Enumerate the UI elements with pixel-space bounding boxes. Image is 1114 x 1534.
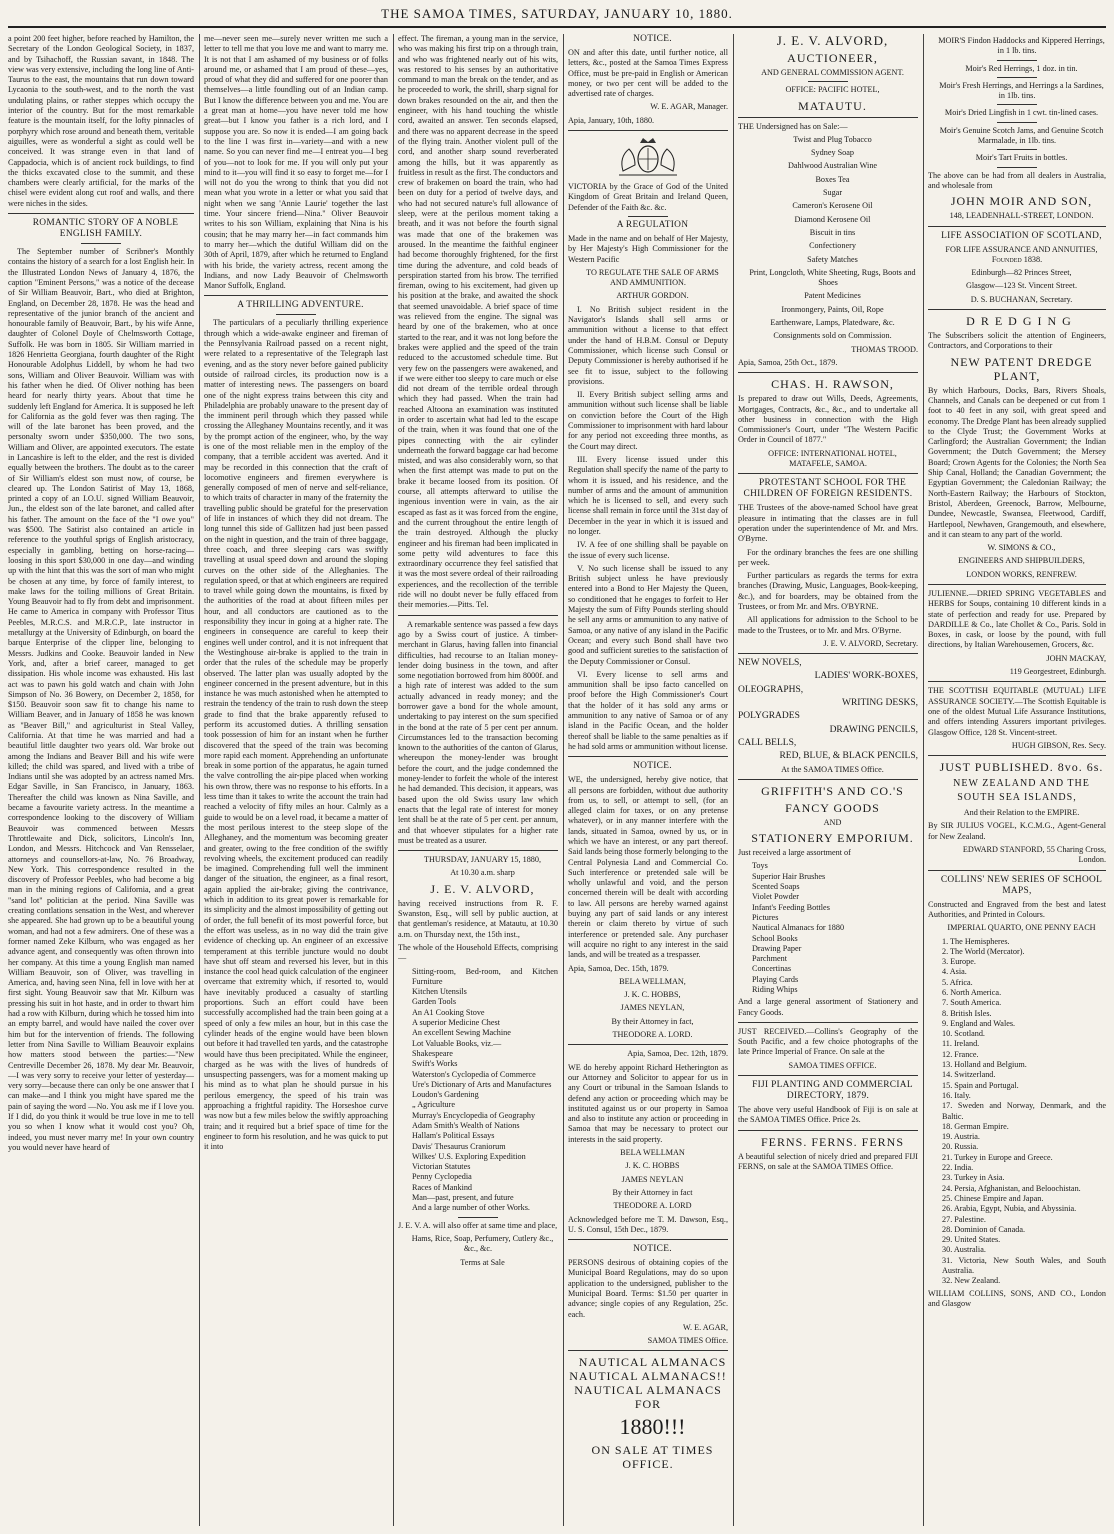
list-item: Playing Cards <box>752 974 799 984</box>
list-item: Infant's Feeding Bottles <box>752 902 830 912</box>
life-signature: D. S. BUCHANAN, Secretary. <box>970 294 1073 304</box>
regulation-clause: V. No such license shall be issued to any British subject unless he have previously entered into a Bond to Her Majesty the Queen, so conditioned that he engages to forfeit to Her Majesty the sum of Fifty Pounds sterling should he sell any arms or ammunition to any native of Samoa, or any native of any island in the Pacific Ocean; and every such Bond shall have two good and sufficient sureties to the satisfaction of the Deputy Commissioner or Consul. <box>568 563 728 666</box>
school-signature: J. E. V. ALVORD, Secretary. <box>823 638 918 648</box>
nautical-almanacs-sale: ON SALE AT TIMES OFFICE. <box>591 1443 714 1472</box>
notice-signature: W. E. AGAR, Manager. <box>650 102 728 112</box>
list-item: Sugar <box>822 188 843 198</box>
school-text: For the ordinary branches the fees are one shilling per week. <box>738 547 918 567</box>
auction-date: THURSDAY, JANUARY 15, 1880, <box>423 855 542 865</box>
maps-signature: WILLIAM COLLINS, SONS, AND CO., London and Glasgow <box>928 1288 1106 1308</box>
rawson-heading: CHAS. H. RAWSON, <box>771 377 894 392</box>
auction-terms: Terms at Sale <box>460 1257 505 1267</box>
school-text: All applications for admission to the School to be made to the Trustees, or to Mr. and Mrs. O'Byrne. <box>738 615 918 635</box>
auctioneer-name: J. E. V. ALVORD, <box>776 34 889 48</box>
notice-date: Apia, Samoa, Dec. 12th, 1879. <box>627 1049 728 1059</box>
article-text: A remarkable sentence was passed a few days ago by a Swiss court of justice. A timber-merchant in Glarus, having fallen into financial difficulties, had recourse to an Italian money-lender doing business in the town, and after some negotiation borrowed from him 8000f. and a high rate of interest was added to the sum actually advanced in ready money; and the borrower gave a bond for the whole amount, undertaking to pay interest on the sum specified in the bond at the rate of 5 per cent per annum. Circumstances led to the transaction becoming known to the authorities of the canton of Glarus, whereupon the money-lender was brought before the court, and the judge condemned the money-lender to forfeit the whole of the interest he had demanded. This decision, it appears, was based upon the old Swiss usury law which enacts that the legal rate of interest for money lent shall be at the rate of 5 per cent. per annum, and that whoever stipulates for a higher rate must be treated as a usurer. <box>398 619 558 845</box>
list-item: 20. Russia. <box>942 1142 979 1152</box>
notice-by: By their Attorney in fact, <box>611 1016 694 1026</box>
notice-signatures <box>568 977 728 1014</box>
divider <box>997 77 1037 78</box>
list-item: Loudon's Gardening <box>412 1090 479 1100</box>
article-text: me—never seen me—surely never written me such a letter to tell me that you love me and want to marry me. It is not that I am ashamed of my business or of folks around me, or ashamed that I am proud of these—yes, proud of what they did and suffered for one poorer than themselves—a little foundling out of an Indian camp. But I know the difference between you and me. You are a great man at home—you have never told me how great—but I know you father is a rich lord, and I suppose you are. So now it is ended—I am going back to the line I was first in—variety—and with a new name. So you can never find me—I entreat you—I beg of you—not to look for me. If you will only put your mind to it—you will find it so easy to forget me—for I will not do you the wrong to think that you did not mean what you wrote in a letter or what you said that night when we sang 'Annie Laurie' together the last time. Your sincere friend—Nina." Oliver Beauvoir writes to his son William, explaining that Nina is his cousin; that he may marry her—in fact commands him to marry her—which the dutiful William did on the 30th of April, 1879, after which he returned to England with his bride, the variety actress, recent among the Indians, and now Lady Beauvoir of Chelmsworth Manor Suffolk, England. <box>204 34 388 291</box>
auctioneer-office: OFFICE: PACIFIC HOTEL, <box>785 85 880 95</box>
divider <box>738 1022 918 1023</box>
auctioneer-title: AUCTIONEER, <box>787 51 878 65</box>
list-item: Wilkes' U.S. Exploring Expedition <box>412 1151 526 1161</box>
article-text: a point 200 feet higher, before reached by Hamilton, the Secretary of the London Geological Society, in 1837, and by Tsihachoff, the Russian savant, in 1848. The view was very extensive, including the long line of Anti-Taurus to the east, the mountains that run down toward Lycaonia to the south-west, and to the north the vast undulating plains, or rather steppes which occupy the interior of the country. But for the most remarkable feature is the mountain itself, for the lofty pinnacles of porphyry which rose around and beneath them, veritable aiguilles, were as wonderful a sight as could well be conceived. It was strange even in that land of Cappadocia, which is of ancient rock buildings, to find the thicks excavated close to the summit, and these chambers were clearly artificial, for the marks of the chisel were evident along cut roof and walls, and there were niches in the sides. <box>8 34 194 208</box>
list-item: Drawing Paper <box>752 943 802 953</box>
divider <box>398 850 558 851</box>
published-title: NEW ZEALAND AND THE SOUTH SEA ISLANDS, <box>953 778 1090 804</box>
proclamation-text: VICTORIA by the Grace of God of the United Kingdom of Great Britain and Ireland Queen, Defender of the Faith &c. &c. <box>568 182 728 212</box>
list-item: Races of Mankind <box>412 1182 473 1192</box>
list-item: OLEOGRAPHS, <box>738 684 804 695</box>
divider <box>738 1130 918 1131</box>
griffith-items <box>752 861 918 995</box>
dredging-address: LONDON WORKS, RENFREW. <box>966 569 1077 579</box>
list-item: 8. British Isles. <box>942 1008 992 1018</box>
divider <box>738 117 918 118</box>
notice-signatures <box>568 1148 728 1185</box>
list-item: 27. Palestine. <box>942 1214 986 1224</box>
list-item: Ironmongery, Paints, Oil, Rope <box>781 304 884 314</box>
list-item: 22. India. <box>942 1163 974 1173</box>
auction-time: At 10.30 a.m. sharp <box>450 868 515 878</box>
divider <box>738 473 918 474</box>
julienne-address: 119 Georgestreet, Edinburgh. <box>1009 667 1106 677</box>
article-heading: A THRILLING ADVENTURE. <box>237 300 364 311</box>
maps-heading: COLLINS' NEW SERIES OF SCHOOL MAPS, <box>940 874 1103 896</box>
list-item: Toys <box>752 861 768 871</box>
list-item: Shakespeare <box>412 1048 453 1058</box>
list-item: Kitchen Utensils <box>412 987 467 997</box>
column-2 <box>204 34 388 1526</box>
divider <box>808 81 848 82</box>
auction-sub: The whole of the Household Effects, comprising— <box>398 942 558 963</box>
list-item: Moir's Dried Lingfish in 1 cwt. tin-lined cases. <box>944 108 1099 118</box>
auctioneer-sub: AND GENERAL COMMISSION AGENT. <box>761 68 904 77</box>
dredging-heading: DREDGING <box>966 314 1077 329</box>
regulation-text: Made in the name and on behalf of Her Majesty, by Her Majesty's High Commissioner for the Western Pacific <box>568 233 728 264</box>
regulation-signature: ARTHUR GORDON. <box>616 291 689 301</box>
list-item: 19. Austria. <box>942 1132 980 1142</box>
regulation-clause: I. No British subject resident in the Navigator's Islands shall sell arms or ammunition without a license to that effect under the hand of H.B.M. Consul or Deputy Commissioner, which license such Consul or Deputy Commissioner is hereby authorised if he see fit to issue, subject to the following provisions. <box>568 304 728 386</box>
list-item: 16. Italy. <box>942 1090 971 1100</box>
notice-date: Apia, Samoa, Dec. 15th, 1879. <box>568 963 669 973</box>
list-item: 18. German Empire. <box>942 1121 1009 1131</box>
sale-consign: Consignments sold on Commission. <box>773 331 892 341</box>
just-received-at: SAMOA TIMES OFFICE. <box>788 1060 877 1070</box>
list-item: Davis' Thesaurus Craniorum <box>412 1141 506 1151</box>
list-item: Adam Smith's Wealth of Nations <box>412 1120 520 1130</box>
list-item: 31. Victoria, New South Wales, and South Australia. <box>942 1255 1106 1276</box>
list-item: 12. France. <box>942 1049 979 1059</box>
divider <box>997 60 1037 61</box>
notice-attorney: THEODORE A. LORD <box>613 1201 692 1211</box>
divider <box>568 756 728 757</box>
divider <box>276 314 316 315</box>
list-item: Penny Cyclopedia <box>412 1172 472 1182</box>
list-item: Safety Matches <box>807 254 858 264</box>
signature-line: JAMES NEYLAN <box>621 1174 684 1184</box>
published-heading: JUST PUBLISHED. 8vo. 6s. <box>939 760 1104 775</box>
griffith-heading-3: STATIONERY EMPORIUM. <box>751 831 914 846</box>
list-item: 24. Persia, Afghanistan, and Beloochistan. <box>942 1183 1081 1193</box>
divider <box>398 615 558 616</box>
list-item: 21. Turkey in Europe and Greece. <box>942 1152 1053 1162</box>
divider <box>928 584 1106 585</box>
list-item: An A1 Cooking Stove <box>412 1007 485 1017</box>
griffith-and: AND <box>823 817 842 827</box>
page-header: THE SAMOA TIMES, SATURDAY, JANUARY 10, 1880. <box>381 6 733 21</box>
list-item: Patent Medicines <box>804 291 861 301</box>
auction-also: J. E. V. A. will also offer at same time and place, <box>398 1220 558 1230</box>
regulation-clause: IV. A fee of one shilling shall be payable on the issue of every such license. <box>568 540 728 560</box>
rawson-text: Is prepared to draw out Wills, Deeds, Agreements, Mortgages, Contracts, &c., &c., and to undertake all other business in connection with the High Commissioner's Court, under "The Western Pacific Order in Council of 1877." <box>738 394 918 445</box>
list-item: POLYGRADES <box>738 711 800 722</box>
rawson-office: OFFICE: INTERNATIONAL HOTEL, MATAFELE, SAMOA. <box>768 448 897 469</box>
divider <box>568 130 728 131</box>
sale-signature: THOMAS TROOD. <box>851 344 918 354</box>
published-relation: And their Relation to the EMPIRE. <box>963 808 1080 818</box>
list-item: Print, Longcloth, White Sheeting, Rugs, Boots and Shoes <box>749 267 916 288</box>
school-heading: PROTESTANT SCHOOL FOR THE CHILDREN OF FOREIGN RESIDENTS. <box>743 478 913 500</box>
list-item: 9. England and Wales. <box>942 1018 1016 1028</box>
list-item: 29. United States. <box>942 1235 1001 1245</box>
julienne-text: JULIENNE.—DRIED SPRING VEGETABLES and HERBS for Soups, containing 10 different kinds in a state of perfection and ready for use. Prepared by DARDILLE & Co., late Chollet & Co., Paris. Sold in Boxes, in cask, or loose by the pound, with full directions, by Italian Warehousemen, Grocers, &c. <box>928 588 1106 650</box>
list-item: An excellent Sewing Machine <box>412 1028 511 1038</box>
list-item: Waterston's Cyclopedia of Commerce <box>412 1069 536 1079</box>
maps-sub: IMPERIAL QUARTO, ONE PENNY EACH <box>947 923 1096 933</box>
dredging-text: By which Harbours, Docks, Bars, Rivers Shoals, Channels, and Canals can be deepened or cut from 1 foot to 40 feet in any soil, with great speed and economy. The Dredge Plant has been already supplied to the Clyde Trust; the Government Works at Carlingford; the Australian Government; the Indian Government; the Dutch Government; the Mersey Board; Crown Agents for the Colonies; the North Sea Ship Canal, Holland; the Canadian Government; the Egyptian Government; the Caledonian Railway; the North-Eastern Railway; the Harbours of Stockton, Bristol, Aberdeen, Greenock, Barrow, Melbourne, Dundee, Newcastle, Swansea, Fleetwood, Cardiff, Hartlepool, Newhaven, Grangemouth, and elsewhere, and it can steam to any part of the world. <box>928 385 1106 539</box>
list-item: Swift's Works <box>412 1059 458 1069</box>
article-text: The particulars of a peculiarly thrilling experience through which a wide-awake engineer and fireman of the Pennsylvania Railroad passed on a recent night, were related to a representative of the Telegraph last evening, and as the story never before gained publicity outside of railroad circles, its production now is a matter of interesting news. The passengers on board one of the night express trains between this city and Philadelphia are probably unaware to the present day of the imminent peril through which they passed while crossing the Alleghaney Mountains recently, and it was by the prompt action of the engineer, who, by the way is one of the most reliable men in the employ of the company, that a terrible accident was averted. And it may be recorded in this connection that the craft of locomotive engineers and firemen everywhere is generally composed of men of nerve and self-reliance, to which traits of character in many of the fraternity the travelling public should be grateful for the preservation of life in instances of which they did not dream. The long tunnel this side of Gallitzen had just been passed on the night in question, and the train of three baggage, three coach, and three sleeping cars was swiftly travelling at usual speed down and around the sloping curves on the other side of the Alleghanies. The regulation speed, or that at which engineers are required to travel while going down the mountains, is fixed by the authorities of the road at about fifteen miles per hour, and all conductors are cautioned as to the responsibility they incur in going at a higher rate. The engineers in consequence are careful to keep their engines well under control, and it is not infrequent that the Westinghouse air-brake is applied to the train in order that the rules of the schedule may be properly observed. The latter plan was usually adopted by the engineer concerned in the present adventure, but in this instance he was much astonished when he attempted to restrain the tendency of the train to rush down the steep grade to find that the brake apparently refused to perform its accustomed duties. A thrilling sensation took possession of him for an instant when he further discovered that the speed of the train was becoming more rapid each moment. Apprehending an unfortunate break in some portion of the apparatus, he again turned the valve controlling the air-pipe placed when working his own throw, there was no response to his efforts. In a less time than it takes to write the account the train had reached a velocity of fifty miles an hour. Calmly as a guide to would be on a level road, it became a matter of the most perilous interest to the steep slope of the Alleghaney, and the momentum was becoming greater and greater, owing to the free condition of the swiftly revolving wheels, the excitement produced can readily be imagined. Comprehending full well the imminent danger of the situation, the engineer, as a final resort, again applied the air-brake; giving the contrivance, which in addition to its great power is remarkable for its simplicity and the almost impossibility of getting out of order, the full benefit of its most powerful force, but the effort was useless, as in no way did the train give evidence of checking up. An engineer of an excessive temperament at this terrible juncture would no doubt have shut off steam and reversed his lever, but in this instance the cool head quick calculation of the engineer overcame that extremity which, if resorted to, would have inevitably produced a casualty of startling proportions. Such an effort could have been successfully accomplished had the train been going at a speed of only a few miles an hour, but in this case the cylinder heads of the engine would have been blown out before it had travelled ten yards, and the catastrophe would have thus been precipitated. While the engineer, charged as he was with the lives of hundreds of unsuspecting passengers, was for a moment making up his mind as to what plan he should pursue in his perilous emergency, the speed of his train was approaching a frightful rapidity. The Horseshoe curve was now but a few miles below the swiftly approaching train; and it required but a brief space of time for the engineer to form his resolution, and he was quick to put it into <box>204 318 388 1152</box>
list-item: 6. North America. <box>942 988 1002 997</box>
divider <box>928 681 1106 682</box>
moir-list <box>928 36 1106 168</box>
dredging-signature: W. SIMONS & CO., <box>987 543 1056 553</box>
divider <box>568 1350 728 1351</box>
moir-note: The above can be had from all dealers in Australia, and wholesale from <box>928 170 1106 190</box>
column-divider <box>733 34 734 1526</box>
list-item: 11. Ireland. <box>942 1039 980 1049</box>
list-item: NEW NOVELS, <box>738 658 802 669</box>
school-text: THE Trustees of the above-named School have great pleasure in intimating that the classes are in full operation under the superintendence of Mr. and Mrs. O'Byrne. <box>738 503 918 544</box>
article-heading: ROMANTIC STORY OF A NOBLE ENGLISH FAMILY. <box>32 218 179 240</box>
list-item: Victorian Statutes <box>412 1162 471 1172</box>
dredging-lead: The Subscribers solicit the attention of Engineers, Contractors, and Corporations to their <box>928 331 1106 351</box>
column-3 <box>398 34 558 1526</box>
notice-text: WE do hereby appoint Richard Hetherington as our Attorney and Solicitor to appear for us in any Court or tribunal in the Samoan Islands to defend any action or proceeding which may be instituted against us or our property in Samoa and also to institute any action or proceeding in Samoa that may be necessary to protect our interests in the said property. <box>568 1062 728 1144</box>
list-item: WRITING DESKS, <box>842 698 918 709</box>
divider <box>738 372 918 373</box>
signature-line: BELA WELLMAN, <box>619 976 686 986</box>
list-item: Garden Tools <box>412 997 457 1007</box>
list-item: Man—past, present, and future <box>412 1193 514 1203</box>
list-item: 10. Scotland. <box>942 1029 985 1039</box>
regulation-clause: VI. Every license to sell arms and ammunition shall be ipso facto cancelled on proof before the High Commissioner's Court that the holder of it has sold any arms or ammunition to any native of Samoa or of any island in the Pacific Ocean, and the holder thereof shall be liable to the same penalties as if he had sold arms or ammunition without license. <box>568 669 728 751</box>
article-text: effect. The fireman, a young man in the service, who was making his first trip on a through train, and who was frightened nearly out of his wits, was restored to his senses by an authoritative command to man the break on the tender, and as he proceeded to work, the shrill, sharp signal for down brakes resounded on the air, and then the engineer, with his hand touching the whistle cord, awaited an answer. Ten seconds elapsed, and there was no apparent decrease in the speed of the flying train. Another violent pull of the cord, and another sharp sound reverberated among the hills, but it was apparently as fruitless in result as the first. The conductors and crew of brakemen on board the train, who had been on duty for a period of twelve days, and who had not secured nature's full allowance of sleep, were at the perilous moment taking a breath, and it was not before the fourth signal was made that one of the brakemen was aroused. In the meantime the faithful engineer had become thoroughly frightened, for the first time during the adventure, and cold beads of perspiration started from his brow. The terrified fireman, owing to his excitement, had given up his position at the brake, and awaited the shock that seemed unavoidable. A brief space of time was relieved from the engine. The signal was heard by one of the brakemen, who at once started to the rear, and it was not long before the brakes were applied and the speed of the train reduced to the accustomed schedule time. But very few on the passengers were awakened, and if we were either too sleepy to care much or else did not dream of the terrible ordeal through which they had passed. When the train had reached Altoona an examination was instituted in order to ascertain what had led to the escape of the train, when it was found that one of the pipes connecting with the air cylinder underneath the forward baggage car had become misted, and was also considerably worn, so that when the first attempt was made to put on the brake it became loosed from its position. Of course, all attempts afterward to utilise the ingenious invention were in vain, as the air escaped as fast as it was forced from the engine, and the current throughout the entire length of the train destroyed. Although the plucky engineer and his fireman had been implicated in some petty wild adventures to face this extraordinary occurrence they feel satisfied that it was the most severe ordeal of their railroading experiences, and the recollection of the terrible ride will no doubt never be fully effaced from their memories.—Pitts. Tel. <box>398 34 558 610</box>
divider <box>738 1075 918 1076</box>
list-item: 13. Holland and Belgium. <box>942 1060 1027 1070</box>
list-item: 3. Europe. <box>942 957 976 967</box>
fiji-text: The above very useful Handbook of Fiji is on sale at the SAMOA TIMES Office. Price 2s. <box>738 1105 918 1125</box>
divider <box>568 1044 728 1045</box>
auction-text: having received instructions from R. F. Swanston, Esq., will sell by public auction, at that gentleman's residence, at Matautu, at 10.30 a.m. on Thursday next, the 15th inst., <box>398 898 558 939</box>
list-item: Moir's Fresh Herrings, and Herrings a la Sardines, in 1lb. tins. <box>939 80 1104 101</box>
list-item: A superior Medicine Chest <box>412 1018 500 1028</box>
list-item: Moir's Red Herrings, 1 doz. in tin. <box>965 63 1078 73</box>
life-sub: FOR LIFE ASSURANCE AND ANNUITIES, Founded 1838. <box>945 244 1098 264</box>
signature-line: J. K. C. HOBBS, <box>624 990 681 1000</box>
notice-heading: NOTICE. <box>633 34 672 44</box>
divider <box>738 653 918 654</box>
notice-date: Apia, January, 10th, 1880. <box>568 115 655 125</box>
list-item: 2. The World (Mercator). <box>942 946 1025 956</box>
column-1 <box>8 34 194 1526</box>
auction-items <box>412 967 558 1214</box>
school-text: Further particulars as regards the terms for extra branches (Drawing, Music, Languages, Book-keeping, &c.), and for boarders, may be obtained from the Trustees, or from Mr. and Mrs. O'BYRNE. <box>738 571 918 611</box>
list-item: 25. Chinese Empire and Japan. <box>942 1193 1044 1203</box>
life-heading: LIFE ASSOCIATION OF SCOTLAND, <box>941 230 1102 241</box>
list-item: Scented Soaps <box>752 882 800 892</box>
divider <box>568 1239 728 1240</box>
column-4 <box>568 34 728 1526</box>
list-item: 26. Arabia, Egypt, Nubia, and Abyssinia. <box>942 1204 1077 1214</box>
column-divider <box>923 34 924 1526</box>
published-by: By SIR JULIUS VOGEL, K.C.M.G., Agent-General for New Zealand. <box>928 821 1106 841</box>
list-item: Violet Powder <box>752 892 800 902</box>
list-item: 4. Asia. <box>942 967 967 977</box>
life-address: Glasgow—123 St. Vincent Street. <box>965 281 1077 291</box>
list-item: Boxes Tea <box>815 174 850 184</box>
list-item: Moir's Genuine Scotch Jams, and Genuine Scotch Marmalade, in 1lb. tins. <box>939 125 1104 146</box>
list-item: Diamond Kerosene Oil <box>794 214 871 224</box>
maps-list <box>942 937 1106 1287</box>
divider <box>997 104 1037 105</box>
list-item: Confectionery <box>809 241 856 251</box>
list-item: MOIR'S Findon Haddocks and Kippered Herrings, in 1 lb. tins. <box>938 36 1105 56</box>
notice-text: PERSONS desirous of obtaining copies of the Municipal Board Regulations, may do so upon application to the undersigned, publisher to the Municipal Board. Terms: $1.50 per quarter in advance; single copies of any Regulation, 25c. each. <box>568 1258 728 1319</box>
scottish-text: THE SCOTTISH EQUITABLE (MUTUAL) LIFE ASSURANCE SOCIETY.—The Scottish Equitable is one of the oldest Mutual Life Assurance Institutions, and offers intending Assurers important privileges. Glasgow Office, 128 St. Vincent-street. <box>928 686 1106 737</box>
list-item: School Books <box>752 933 798 943</box>
list-item: 30. Australia. <box>942 1245 986 1255</box>
griffith-lead: Just received a large assortment of <box>738 848 851 858</box>
moir-address: 148, LEADENHALL-STREET, LONDON. <box>949 211 1094 221</box>
list-item: Dahlwood Australian Wine <box>787 161 878 171</box>
signature-line: J. K. C. HOBBS <box>625 1161 680 1171</box>
sale-items <box>738 135 918 328</box>
list-item: Murray's Encyclopedia of Geography <box>412 1110 536 1120</box>
notice-signature: W. E. AGAR, <box>683 1322 728 1332</box>
list-item: 15. Spain and Portugal. <box>942 1080 1019 1090</box>
fiji-heading: FIJI PLANTING AND COMMERCIAL DIRECTORY, 1879. <box>752 1080 913 1102</box>
notice-text: WE, the undersigned, hereby give notice, that all persons are forbidden, without due authority from us, to sell, or attempt to sell, (for an alleged claim for taxes, or on any pretense whatever), or in any manner interfere with the lands, situated in Samoa, owned by us, or in which we have an interest, or any part thereof. Said lands being those formerly belonging to the Central Polynesia Land and Commercial Co. Such interference or pretended sale will be wholly unlawful and void, and the person concerned therein will be dealt with according to law. All persons are hereby warned against buying any part of said lands or any interest therein or claim thereto by virtue of such interference or pretended sale. Any purchaser will acquire no right to any interest in the said lands, and will be treated as a trespasser. <box>568 775 728 960</box>
divider <box>997 167 1037 168</box>
sale-lead: THE Undersigned has on Sale:— <box>738 121 848 131</box>
griffith-heading-2: FANCY GOODS <box>785 800 880 815</box>
article-text: The September number of Scribner's Monthly contains the history of a search for a lost English heir. In the Illustrated London News of January 4, 1876, the caption "Eminent Persons," was a notice of the decease of Sir William Beauvoir, Bart., who died at Brighton, England, on December 28, 1878. He was the head and representative of the junior branch of the ancient and honourable family of Beauvoir, Bart., by his wife Anne, daughter of Colonel Doyle of Chelmsworth Cottage, Suffolk. He was born in 1805. Sir William married in 1826 Henrietta Georgiana, fourth daughter of the Right Honourable Adolphus Liddell, by whom he had two sons, William and Oliver Beauvoir. William was with his father when he died. Of Oliver nothing has been heard for nearly thirty years. About that time he suddenly left England for America. It is supposed he left for California as the gold fever was then raging. The will of the late baronet has been proved, and the personalty sworn under $350,000. The two sons, William and Oliver, are appointed executors. The estate in Lancashire is left to the elder, and the rest is divided equally between the brothers. The doubt as to the career of Sir William's eldest son must now, of course, be cleared up. The London Satirist of May 13, 1868, printed a copy of an I.O.U. signed William Beauvoir, Jun., the eldest son of the late baronet, and called after his father. The amount on the face of the "I owe you" was $500. The Satirist also contained an article in reference to the youthful sprigs of English aristocracy, especially in gambling, betting on horse-racing—loosing in this sport $30,000 in one day—and winding up with the hint that this was the sort of man who might be chosen at any time, by force of family interest, to make laws for the toiling millions of Great Britain. Young Beauvoir had to fly from debt and imprisonment. He came to America in company with Professor Titus Peebles, M.R.C.S. and M.R.C.P., late instructor in metallurgy at the University of Edinburgh, on board the barque Enterprise of the clipper line, belonging to Messrs. Judkins and Cooke. Beauvoir landed in New York, and, after a brief career, managed to get dissipation. His whole income was exhausted. His last act was to pawn his gold watch and chain with John Simpson of No. 36 Bowery, on December 2, 1858, for $150. Beauvoir soon saw fit to change his name to William Beaver, and in January of 1858 he was known as "Beaver Bill," and agriculturist in Steal Valley, California. At that time he was married and had a beautiful little daughter two years old. War broke out among the Indians and Beaver Bill and his wife were killed; the child was spared, and lived with a tribe of Indians until she was adopted by an actress named Mrs. Edgar Saville, in San Francisco, in January, 1863. Thereafter the child was known as Nina Saville, and became a favourite variety actress. In the meantime a correspondence looking to the discovery of William Beauvoir was commenced between Messrs Throttlewaite and Dick, solicitors, Lincoln's Inn, London, and Messrs. Hitchcock and Van Rensselaer, attorneys and counsellors-at-law, No. 76 Broadway, New York. This correspondence resulted in the discovery of Professor Peebles, who had become a big man in the mining regions of California, and a great "sand lot" politician at the period. Nina Saville was creating contlations sensation in the West, and wherever she appeared. She had grown up to be a beautiful young woman, and had not a few admirers. One of these was a former named Zeke Kilburn, who was engaged as her advance agent, and consequently was often thrown into her company. At this time a young English man named William Beauvoir, son of Oliver, was travelling in America, and, having seen Nina, fell in love with her at first sight. Young Beauvoir saw that Mr. Kilburn was pressing his suit in hot haste, and in order to thwart him had a row with Kilburn, during which he tossed him into an empty barrel, and would have nailed the cover over him but for the intervention of friends. The following letter from Nina Saville to William Beauvoir explains how matters stood between the parties:—"New Centreville December 26, 1878. My dear Mr. Beauvoir,—I was very sorry to receive your letter of yesterday—very sorry—because there can only be one answer that I can make—and I think you might have spared me the pain of saying the word —No. You ask me if I love you. If I did, do you think it would be true love in me to tell you so when I know what it would cost you? Oh, indeed, you must never marry me! In your own country you would never have heard of <box>8 247 194 1152</box>
list-item: Biscuit in tins <box>809 227 856 237</box>
signature-line: JAMES NEYLAN, <box>620 1003 685 1013</box>
nautical-almanacs-heading: NAUTICAL ALMANACS NAUTICAL ALMANACS!! NAUTICAL ALMANACS FOR <box>569 1355 727 1412</box>
notice-signature-sub: SAMOA TIMES Office. <box>647 1336 728 1346</box>
divider <box>738 779 918 780</box>
list-item: Sydney Soap <box>811 148 854 158</box>
scottish-signature: HUGH GIBSON, Res. Secy. <box>1011 740 1106 750</box>
list-item: 1. The Hemispheres. <box>942 936 1010 946</box>
list-item: Twist and Plug Tobacco <box>793 134 872 144</box>
list-item: Earthenware, Lamps, Platedware, &c. <box>770 318 895 328</box>
maps-text: Constructed and Engraved from the best and latest Authorities, and Printed in Colours. <box>928 899 1106 919</box>
list-item: LADIES' WORK-BOXES, <box>814 671 918 682</box>
list-item: DRAWING PENCILS, <box>829 724 918 735</box>
header-rule <box>8 26 1106 28</box>
regulation-clause: III. Every license issued under this Regulation shall specify the name of the party to whom it is issued, and his residence, and the number of arms and the amount of ammunition which he is licensed to sell, and every such license shall remain in force until the 31st day of December in the year in which it is issued and no longer. <box>568 454 728 536</box>
divider <box>928 755 1106 756</box>
auction-also-items: Hams, Rice, Soap, Perfumery, Cutlery &c., &c., &c. <box>411 1233 554 1254</box>
column-5 <box>738 34 918 1526</box>
ferns-heading: FERNS. FERNS. FERNS <box>760 1134 905 1149</box>
list-item: Hallam's Political Essays <box>412 1131 495 1141</box>
list-item: Cameron's Kerosene Oil <box>792 201 873 211</box>
divider <box>204 295 388 296</box>
list-item: Pictures <box>752 912 779 922</box>
divider <box>628 216 668 217</box>
divider <box>458 1217 498 1218</box>
list-item: Moir's Tart Fruits in bottles. <box>975 153 1068 163</box>
divider <box>997 122 1037 123</box>
list-item: 32. New Zealand. <box>942 1276 1001 1286</box>
list-item: Riding Whips <box>752 985 798 994</box>
auctioneer-name: J. E. V. ALVORD, <box>430 881 535 896</box>
list-item: CALL BELLS, <box>738 737 797 748</box>
julienne-signature: JOHN MACKAY, <box>1046 653 1106 663</box>
list-item: 28. Dominion of Canada. <box>942 1224 1025 1234</box>
griffith-end: And a large general assortment of Stationery and Fancy Goods. <box>738 997 918 1017</box>
column-divider <box>199 34 200 1526</box>
column-divider <box>393 34 394 1526</box>
list-item: 7. South America. <box>942 998 1002 1008</box>
dredging-sub: ENGINEERS AND SHIPBUILDERS, <box>958 556 1085 566</box>
regulation-clause: II. Every British subject selling arms and ammunition without such license shall be liable on conviction before the Court of the High Commissioner to imprisonment with hard labour for any period not exceeding three months, as the Court may direct. <box>568 390 728 451</box>
sale-date: Apia, Samoa, 25th Oct., 1879. <box>738 357 838 367</box>
notice-heading: NOTICE. <box>633 761 672 772</box>
column-divider <box>563 34 564 1526</box>
list-item: And a large number of other Works. <box>412 1203 530 1213</box>
column-6 <box>928 34 1106 1526</box>
griffith-heading: GRIFFITH'S AND CO.'S <box>761 783 904 798</box>
list-item: 14. Switzerland. <box>942 1070 996 1080</box>
dredging-plant: NEW PATENT DREDGE PLANT, <box>950 354 1093 383</box>
list-item: RED, BLUE, & BLACK PENCILS, <box>779 751 918 762</box>
list-item: Lot Valuable Books, viz.— <box>412 1038 502 1048</box>
list-item: 5. Africa. <box>942 977 973 987</box>
notice-heading: NOTICE. <box>633 1244 672 1255</box>
list-item: Nautical Almanacs for 1880 <box>752 923 845 933</box>
royal-crest-icon <box>613 135 683 179</box>
notice-by: By their Attorney in fact <box>612 1187 693 1197</box>
notice-attorney: THEODORE A. LORD. <box>612 1030 693 1040</box>
divider <box>81 243 121 244</box>
list-item: Sitting-room, Bed-room, and Kitchen Furniture <box>412 966 558 986</box>
divider <box>928 870 1106 871</box>
notice-text: ON and after this date, until further notice, all letters, &c., posted at the Samoa Times Express Office, must be pre-paid in English or American money, or two per cent will be added to the advertised rate of charges. <box>568 48 728 99</box>
divider <box>8 213 194 214</box>
divider <box>997 149 1037 150</box>
just-received-text: JUST RECEIVED.—Collins's Geography of the South Pacific, and a few choice photographs of the late Prince Imperial of France. On sale at the <box>738 1026 918 1057</box>
stationery-at: At the SAMOA TIMES Office. <box>781 764 884 774</box>
divider <box>928 309 1106 310</box>
auctioneer-place: MATAUTU. <box>798 98 867 113</box>
published-publisher: EDWARD STANFORD, 55 Charing Cross, London. <box>962 845 1106 865</box>
divider <box>928 226 1106 227</box>
list-item: Concertinas <box>752 964 792 974</box>
signature-line: BELA WELLMAN <box>620 1148 685 1158</box>
list-item: Ure's Dictionary of Arts and Manufactures <box>412 1079 552 1089</box>
notice-ack: Acknowledged before me T. M. Dawson, Esq., U. S. Consul, 15th Dec., 1879. <box>568 1214 728 1234</box>
ferns-text: A beautiful selection of nicely dried and prepared FIJI FERNS, on sale at the SAMOA TIMES Office. <box>738 1151 918 1171</box>
regulation-heading: A REGULATION <box>616 219 689 230</box>
list-item: 17. Sweden and Norway, Denmark, and the Baltic. <box>942 1101 1106 1121</box>
nautical-almanacs-year: 1880!!! <box>619 1414 686 1440</box>
list-item: Parchment <box>752 954 788 964</box>
moir-name: JOHN MOIR AND SON, <box>950 194 1093 209</box>
list-item: 23. Turkey in Asia. <box>942 1173 1005 1183</box>
life-address: Edinburgh—82 Princes Street, <box>971 268 1072 278</box>
list-item: Superior Hair Brushes <box>752 871 826 881</box>
stationery-list <box>738 658 918 761</box>
regulation-subject: TO REGULATE THE SALE OF ARMS AND AMMUNITION. <box>586 267 719 288</box>
list-item: „ Agriculture <box>412 1100 455 1110</box>
